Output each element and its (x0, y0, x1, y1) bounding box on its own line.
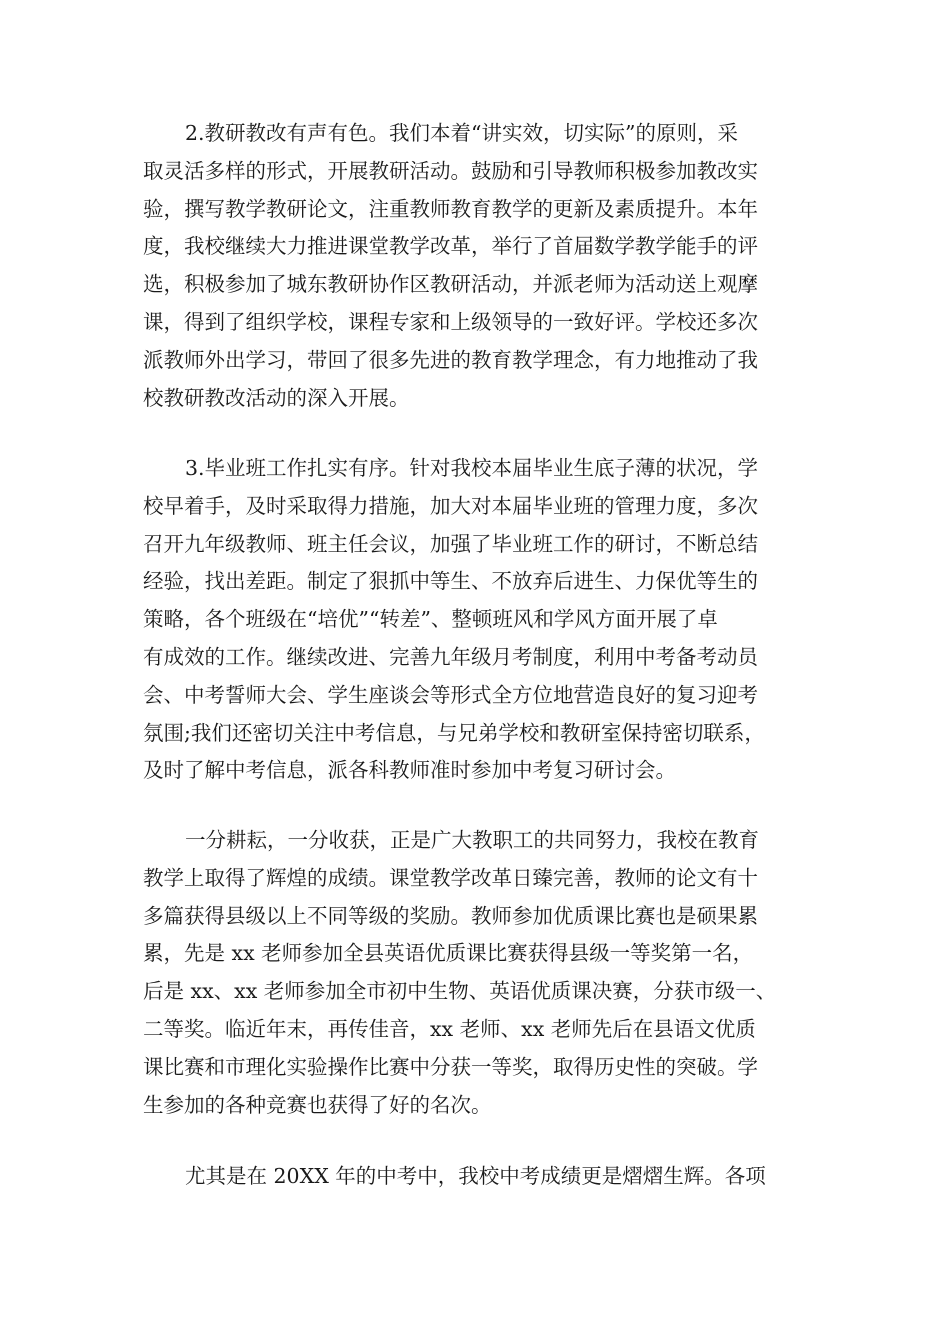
text-line: 派教师外出学习，带回了很多先进的教育教学理念，有力地推动了我 (143, 347, 758, 372)
text-line: 策略，各个班级在“培优”“转差”、整顿班风和学风方面开展了卓 (143, 607, 718, 632)
text-line: 验，撰写教学教研论文，注重教师教育教学的更新及素质提升。本年 (143, 196, 758, 221)
text-line: 会、中考誓师大会、学生座谈会等形式全方位地营造良好的复习迎考 (143, 682, 758, 707)
text-line: 校早着手，及时采取得力措施，加大对本届毕业班的管理力度，多次 (143, 493, 758, 518)
paragraph-teaching-research (143, 115, 758, 417)
text-line: 氛围;我们还密切关注中考信息，与兄弟学校和教研室保持密切联系， (143, 720, 765, 745)
text-line: 召开九年级教师、班主任会议，加强了毕业班工作的研讨，不断总结 (143, 531, 758, 556)
text-line: 一分耕耘，一分收获，正是广大教职工的共同努力，我校在教育 (185, 828, 759, 852)
text-line: 及时了解中考信息，派各科教师准时参加中考复习研讨会。 (143, 758, 676, 783)
paragraph-graduating-class (143, 450, 765, 790)
text-line: 后是 xx、xx 老师参加全市初中生物、英语优质课决赛，分获市级一、 (143, 979, 777, 1004)
text-line: 选，积极参加了城东教研协作区教研活动，并派老师为活动送上观摩 (143, 272, 758, 297)
text-line: 生参加的各种竞赛也获得了好的名次。 (143, 1092, 492, 1117)
text-line: 课比赛和市理化实验操作比赛中分获一等奖，取得历史性的突破。学 (143, 1054, 758, 1079)
text-line: 二等奖。临近年末，再传佳音，xx 老师、xx 老师先后在县语文优质 (143, 1016, 756, 1041)
text-line: 尤其是在 20XX 年的中考中，我校中考成绩更是熠熠生辉。各项 (185, 1164, 766, 1188)
text-line: 累，先是 xx 老师参加全县英语优质课比赛获得县级一等奖第一名， (143, 941, 754, 966)
text-line: 教学上取得了辉煌的成绩。课堂教学改革日臻完善，教师的论文有十 (143, 865, 758, 890)
text-line: 度，我校继续大力推进课堂教学改革，举行了首届数学教学能手的评 (143, 234, 758, 259)
text-line: 校教研教改活动的深入开展。 (143, 385, 410, 410)
text-line: 2.教研教改有声有色。我们本着“讲实效，切实际”的原则，采 (185, 121, 739, 145)
text-line: 多篇获得县级以上不同等级的奖励。教师参加优质课比赛也是硕果累 (143, 903, 758, 928)
text-line: 取灵活多样的形式，开展教研活动。鼓励和引导教师积极参加教改实 (143, 158, 758, 183)
paragraph-exam-results (143, 1158, 766, 1196)
paragraph-achievements (143, 822, 776, 1124)
text-line: 3.毕业班工作扎实有序。针对我校本届毕业生底子薄的状况，学 (185, 456, 759, 480)
text-line: 有成效的工作。继续改进、完善九年级月考制度，利用中考备考动员 (143, 644, 758, 669)
text-line: 课，得到了组织学校，课程专家和上级领导的一致好评。学校还多次 (143, 309, 758, 334)
text-line: 经验，找出差距。制定了狠抓中等生、不放弃后进生、力保优等生的 (143, 569, 758, 594)
